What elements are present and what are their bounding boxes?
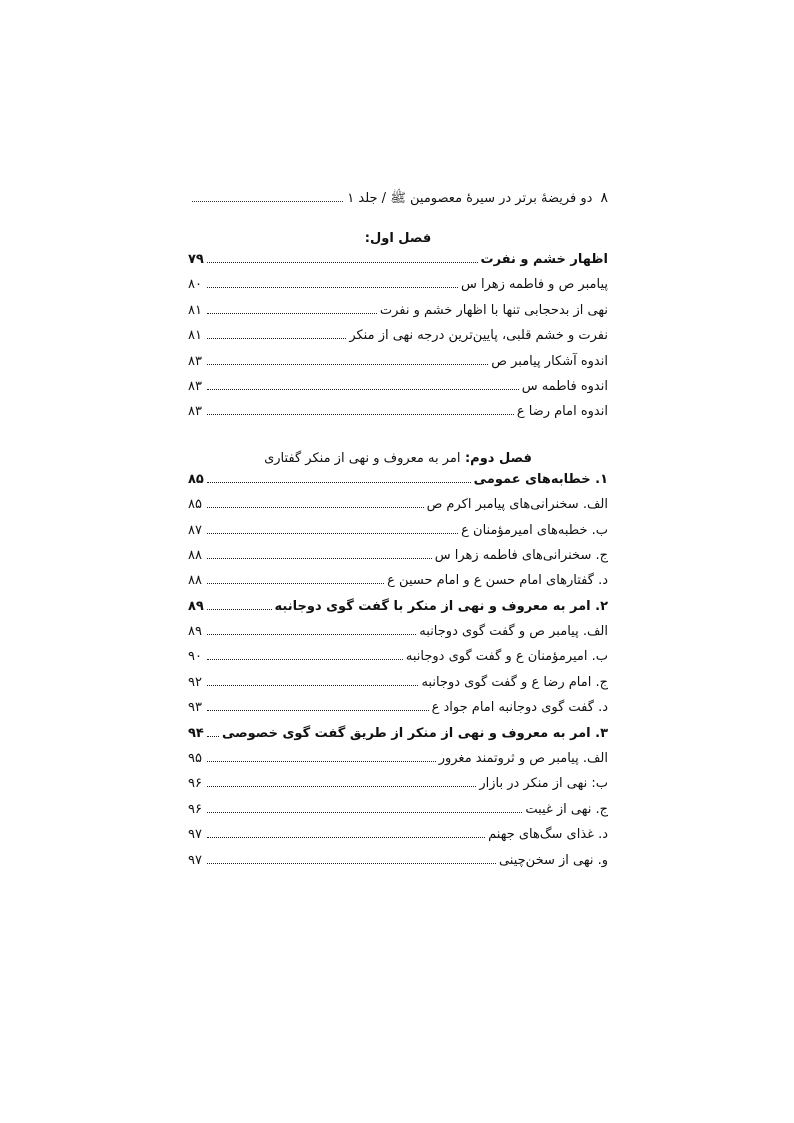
toc-entry-page-number: ۹۲ xyxy=(188,674,202,690)
toc-entry-page-number: ۹۳ xyxy=(188,700,202,716)
dot-leader xyxy=(207,836,485,838)
toc-entry-page-number: ۹۷ xyxy=(188,852,202,868)
toc-entry-page-number: ۸۹ xyxy=(188,624,202,640)
dot-leader xyxy=(207,633,416,635)
toc-entry-title: ج. امام رضا ع و گفت گوی دوجانبه xyxy=(421,674,608,690)
running-title: دو فریضهٔ برتر در سیرهٔ معصومین ﷺ / جلد ۱ xyxy=(347,191,593,206)
toc-entry[interactable] xyxy=(188,354,608,379)
dot-leader xyxy=(207,388,519,390)
toc-entry[interactable] xyxy=(188,649,608,674)
toc-entry-page-number: ۷۹ xyxy=(188,252,204,267)
toc-entry[interactable] xyxy=(188,599,608,624)
toc-entry-title: اندوه آشکار پیامبر ص xyxy=(491,353,608,369)
dot-leader xyxy=(207,363,488,365)
toc-entry[interactable] xyxy=(188,726,608,751)
chapter-1-heading xyxy=(188,228,608,250)
toc-entry-title: الف. سخنرانی‌های پیامبر اکرم ص xyxy=(426,497,608,513)
toc-entry-title: ۳. امر به معروف و نهی از منکر از طریق گفت گوی خصوصی xyxy=(221,725,608,741)
toc-entry-page-number: ۸۷ xyxy=(188,522,202,538)
toc-entry-title: اندوه فاطمه س xyxy=(521,378,608,394)
dot-leader xyxy=(207,413,514,415)
dot-leader xyxy=(207,785,476,787)
toc-entry[interactable] xyxy=(188,751,608,776)
toc-entry[interactable] xyxy=(188,776,608,801)
toc-entry-page-number: ۸۹ xyxy=(188,598,204,614)
toc-entry[interactable] xyxy=(188,404,608,429)
toc-entry-title: د. غذای سگ‌های جهنم xyxy=(488,827,608,843)
toc-entry-page-number: ۸۱ xyxy=(188,302,202,318)
toc-entry-title: ج. نهی از غیبت xyxy=(525,801,608,817)
toc-entry[interactable] xyxy=(188,573,608,598)
toc-entry[interactable] xyxy=(188,379,608,404)
dot-leader xyxy=(207,532,458,534)
dot-leader xyxy=(207,684,418,686)
toc-entry[interactable] xyxy=(188,624,608,649)
page-number: ۸ xyxy=(600,190,608,206)
toc-entry[interactable] xyxy=(188,548,608,573)
toc-entry[interactable] xyxy=(188,675,608,700)
toc-entry[interactable] xyxy=(188,472,608,497)
toc-entry-page-number: ۸۵ xyxy=(188,471,204,487)
toc-entry-page-number: ۸۳ xyxy=(188,404,202,420)
toc-entry[interactable] xyxy=(188,497,608,522)
toc-entry[interactable] xyxy=(188,252,608,277)
toc-entry-page-number: ۹۶ xyxy=(188,776,202,792)
dot-leader xyxy=(207,760,436,762)
toc-entry-title: اندوه امام رضا ع xyxy=(516,404,608,420)
chapter-2-heading-title: امر به معروف و نهی از منکر گفتاری xyxy=(264,450,461,466)
toc-entry-title: ب. خطبه‌های امیرمؤمنان ع xyxy=(461,522,608,538)
dot-leader xyxy=(207,709,429,711)
toc-entry-page-number: ۸۸ xyxy=(188,573,202,589)
toc-entry-page-number: ۸۱ xyxy=(188,328,202,344)
dot-leader xyxy=(207,481,471,483)
dot-leader xyxy=(207,658,403,660)
toc-entry[interactable] xyxy=(188,853,608,878)
toc-page xyxy=(188,190,608,878)
toc-entry[interactable] xyxy=(188,303,608,328)
toc-entry-page-number: ۸۵ xyxy=(188,497,202,513)
dot-leader xyxy=(207,582,384,584)
toc-entry-page-number: ۹۵ xyxy=(188,751,202,767)
dot-leader xyxy=(207,312,377,314)
toc-entry-title: نفرت و خشم قلبی، پایین‌ترین درجه نهی از منکر xyxy=(349,328,608,344)
toc-entry-title: پیامبر ص و فاطمه زهرا س xyxy=(460,277,608,293)
toc-entry-title: ۲. امر به معروف و نهی از منکر با گفت گوی دوجانبه xyxy=(274,598,608,614)
toc-entry-title: د. گفتارهای امام حسن ع و امام حسین ع xyxy=(387,573,608,589)
dot-leader xyxy=(207,862,496,864)
dot-leader xyxy=(207,735,219,737)
toc-entry-title: الف. پیامبر ص و گفت گوی دوجانبه xyxy=(419,624,608,640)
chapter-2-heading-label: فصل دوم: xyxy=(464,450,532,466)
running-header xyxy=(188,190,608,214)
dot-leader xyxy=(207,286,458,288)
toc-entry-page-number: ۹۴ xyxy=(188,725,204,741)
toc-entry-title: نهی از بدحجابی تنها با اظهار خشم و نفرت xyxy=(379,302,608,318)
toc-entry[interactable] xyxy=(188,328,608,353)
dot-leader xyxy=(207,506,424,508)
toc-entry-page-number: ۹۷ xyxy=(188,827,202,843)
toc-entry-title: ب: نهی از منکر در بازار xyxy=(479,776,608,792)
dot-leader xyxy=(207,608,272,610)
section-gap xyxy=(188,430,608,448)
toc-entry-page-number: ۸۳ xyxy=(188,378,202,394)
toc-entry-title: ب. امیرمؤمنان ع و گفت گوی دوجانبه xyxy=(405,649,608,665)
toc-entry[interactable] xyxy=(188,802,608,827)
chapter-1-toc-list xyxy=(188,252,608,430)
toc-entry-title: و. نهی از سخن‌چینی xyxy=(498,852,608,868)
toc-entry-page-number: ۸۸ xyxy=(188,547,202,563)
dot-leader xyxy=(207,557,432,559)
dot-leader xyxy=(207,261,478,263)
toc-entry-page-number: ۹۶ xyxy=(188,801,202,817)
toc-entry-title: د. گفت گوی دوجانبه امام جواد ع xyxy=(431,700,608,716)
header-leader xyxy=(192,200,343,202)
dot-leader xyxy=(207,811,522,813)
chapter-2-toc-list xyxy=(188,472,608,878)
dot-leader xyxy=(207,337,346,339)
chapter-2-heading xyxy=(188,448,608,470)
toc-entry-page-number: ۸۳ xyxy=(188,353,202,369)
toc-entry[interactable] xyxy=(188,277,608,302)
toc-entry[interactable] xyxy=(188,523,608,548)
toc-entry-title: ج. سخنرانی‌های فاطمه زهرا س xyxy=(434,547,608,563)
toc-entry-page-number: ۹۰ xyxy=(188,649,202,665)
toc-entry[interactable] xyxy=(188,827,608,852)
toc-entry-title: ۱. خطابه‌های عمومی xyxy=(473,471,608,487)
toc-entry-title: اظهار خشم و نفرت xyxy=(480,252,608,267)
toc-entry-page-number: ۸۰ xyxy=(188,277,202,293)
chapter-1-heading-text: فصل اول: xyxy=(364,231,432,246)
toc-entry[interactable] xyxy=(188,700,608,725)
toc-entry-title: الف. پیامبر ص و ثروتمند مغرور xyxy=(438,751,608,767)
